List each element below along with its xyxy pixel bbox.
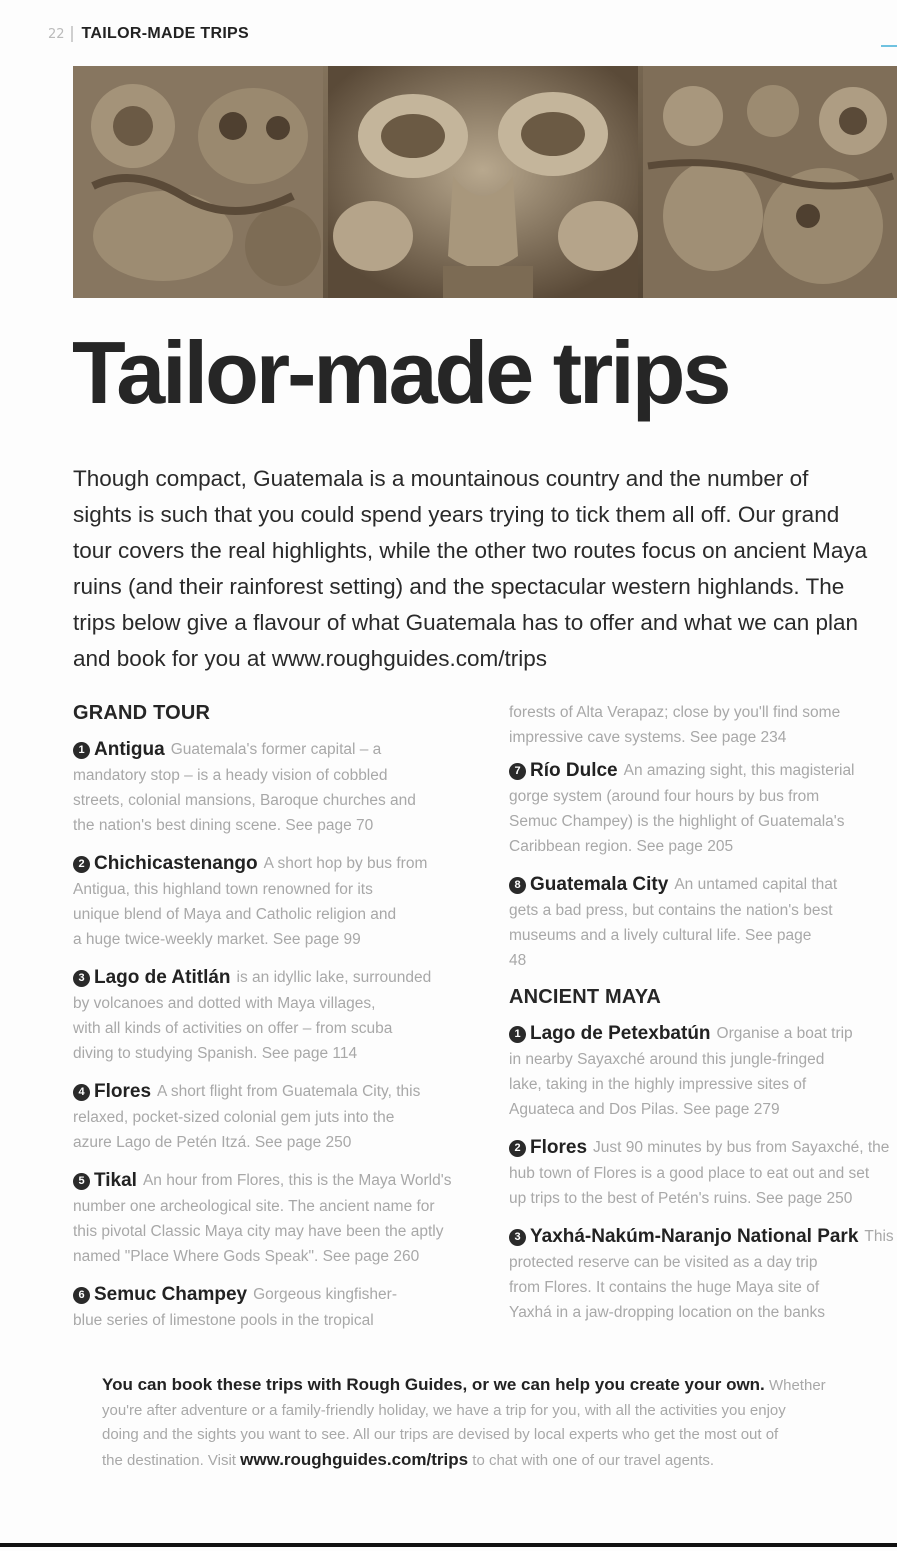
entry-name: Río Dulce <box>530 760 618 781</box>
trip-entry <box>509 872 897 973</box>
header-accent-line <box>881 45 897 47</box>
trip-columns <box>73 700 897 1330</box>
trip-entry <box>509 1021 897 1122</box>
intro-paragraph: Though compact, Guatemala is a mountainous country and the number of sights is such that you could spend years trying to tick them all off. Our grand tour covers the real highlights, while the other two routes focus on ancient Maya ruins (and their rainforest setting) and the spectacular western highlands. The trips below give a flavour of what Guatemala has to offer and what we can plan and book for you at www.roughguides.com/trips <box>73 466 868 671</box>
trip-entry <box>73 1168 483 1269</box>
number-badge: 8 <box>509 877 526 894</box>
number-badge: 4 <box>73 1084 90 1101</box>
entry-lead: An amazing sight, this magisterial <box>623 762 855 779</box>
entry-body: number one archeological site. The ancient name for this pivotal Classic Maya city may have been the aptly named "Place Where Gods Speak". See page 260 <box>73 1198 444 1265</box>
entry-name: Semuc Champey <box>94 1284 248 1305</box>
trip-entry <box>509 1224 897 1325</box>
entry-lead: A short flight from Guatemala City, this <box>157 1083 421 1100</box>
entry-lead: Organise a boat trip <box>716 1025 853 1042</box>
booking-lead: You can book these trips with Rough Guides, or we can help you create your own. <box>102 1375 765 1394</box>
entry-name: Flores <box>94 1081 152 1102</box>
entry-body: hub town of Flores is a good place to eat out and set up trips to the best of Petén's ruins. See page 250 <box>509 1165 870 1207</box>
number-badge: 2 <box>509 1140 526 1157</box>
ancient-maya-heading: ANCIENT MAYA <box>509 986 662 1008</box>
number-badge: 3 <box>73 970 90 987</box>
continued-text: forests of Alta Verapaz; close by you'll find some impressive cave systems. See page 234 <box>509 704 841 746</box>
trip-entry <box>73 1282 483 1330</box>
entry-name: Lago de Petexbatún <box>530 1023 711 1044</box>
entry-body: protected reserve can be visited as a day trip from Flores. It contains the huge Maya site of Yaxhá in a jaw-dropping location on the banks <box>509 1254 825 1321</box>
header-divider <box>71 26 73 42</box>
entry-lead: is an idyllic lake, surrounded <box>236 969 432 986</box>
entry-lead: Just 90 minutes by bus from Sayaxché, the <box>593 1139 890 1156</box>
number-badge: 7 <box>509 763 526 780</box>
entry-body: blue series of limestone pools in the tropical <box>73 1312 374 1329</box>
trip-entry <box>73 737 483 838</box>
entry-name: Chichicastenango <box>94 853 258 874</box>
grand-tour-heading: GRAND TOUR <box>73 702 211 724</box>
section-title: TAILOR-MADE TRIPS <box>81 25 250 42</box>
booking-link[interactable]: www.roughguides.com/trips <box>240 1449 469 1469</box>
number-badge: 5 <box>73 1173 90 1190</box>
page-number: 22 <box>48 26 65 42</box>
trip-entry <box>73 1079 483 1155</box>
entry-name: Antigua <box>94 739 165 760</box>
booking-text: Whether you're after adventure or a family-friendly holiday, we have a trip for you, with all the activities you enjoy doing and the sights you want to see. All our trips are devised by local experts who get the most out of the destination. Visit <box>102 1377 826 1469</box>
maya-stone-carving-image <box>73 66 897 298</box>
entry-body: in nearby Sayaxché around this jungle-fringed lake, taking in the highly impressive sites of Aguateca and Dos Pilas. See page 279 <box>509 1051 825 1118</box>
entry-lead: An untamed capital that <box>674 876 838 893</box>
entry-body: by volcanoes and dotted with Maya villages, with all kinds of activities on offer – from scuba diving to studying Spanish. See page 114 <box>73 995 393 1062</box>
entry-name: Guatemala City <box>530 874 669 895</box>
number-badge: 3 <box>509 1229 526 1246</box>
booking-note <box>102 1373 897 1473</box>
entry-name: Lago de Atitlán <box>94 967 231 988</box>
trip-entry <box>73 851 483 952</box>
number-badge: 6 <box>73 1287 90 1304</box>
entry-lead: An hour from Flores, this is the Maya World's <box>142 1172 452 1189</box>
entry-lead: Gorgeous kingfisher- <box>253 1286 397 1303</box>
number-badge: 2 <box>73 856 90 873</box>
entry-lead: Guatemala's former capital – a <box>170 741 382 758</box>
trip-entry <box>509 758 897 859</box>
right-column <box>509 700 897 1330</box>
entry-lead: This <box>864 1228 894 1245</box>
booking-text-end: to chat with one of our travel agents. <box>468 1451 715 1469</box>
entry-body: Antigua, this highland town renowned for its unique blend of Maya and Catholic religion and a huge twice-weekly market. See page 99 <box>73 881 397 948</box>
bottom-rule <box>0 1543 897 1547</box>
number-badge: 1 <box>509 1026 526 1043</box>
trip-entry <box>73 965 483 1066</box>
entry-name: Yaxhá-Nakúm-Naranjo National Park <box>530 1226 859 1247</box>
entry-lead: A short hop by bus from <box>263 855 428 872</box>
entry-body: gorge system (around four hours by bus from Semuc Champey) is the highlight of Guatemala's Caribbean region. See page 205 <box>509 788 845 855</box>
number-badge: 1 <box>73 742 90 759</box>
left-column <box>73 700 483 1330</box>
entry-body: gets a bad press, but contains the nation's best museums and a lively cultural life. See page 48 <box>509 902 833 969</box>
page-header <box>48 24 249 44</box>
entry-name: Tikal <box>94 1170 137 1191</box>
entry-name: Flores <box>530 1137 588 1158</box>
entry-body: mandatory stop – is a heady vision of cobbled streets, colonial mansions, Baroque churches and the nation's best dining scene. See page 70 <box>73 767 416 834</box>
entry-body: relaxed, pocket-sized colonial gem juts into the azure Lago de Petén Itzá. See page 250 <box>73 1109 395 1151</box>
trip-entry <box>509 1135 897 1211</box>
hero-image <box>73 66 897 298</box>
page-title: Tailor-made trips <box>72 323 729 422</box>
